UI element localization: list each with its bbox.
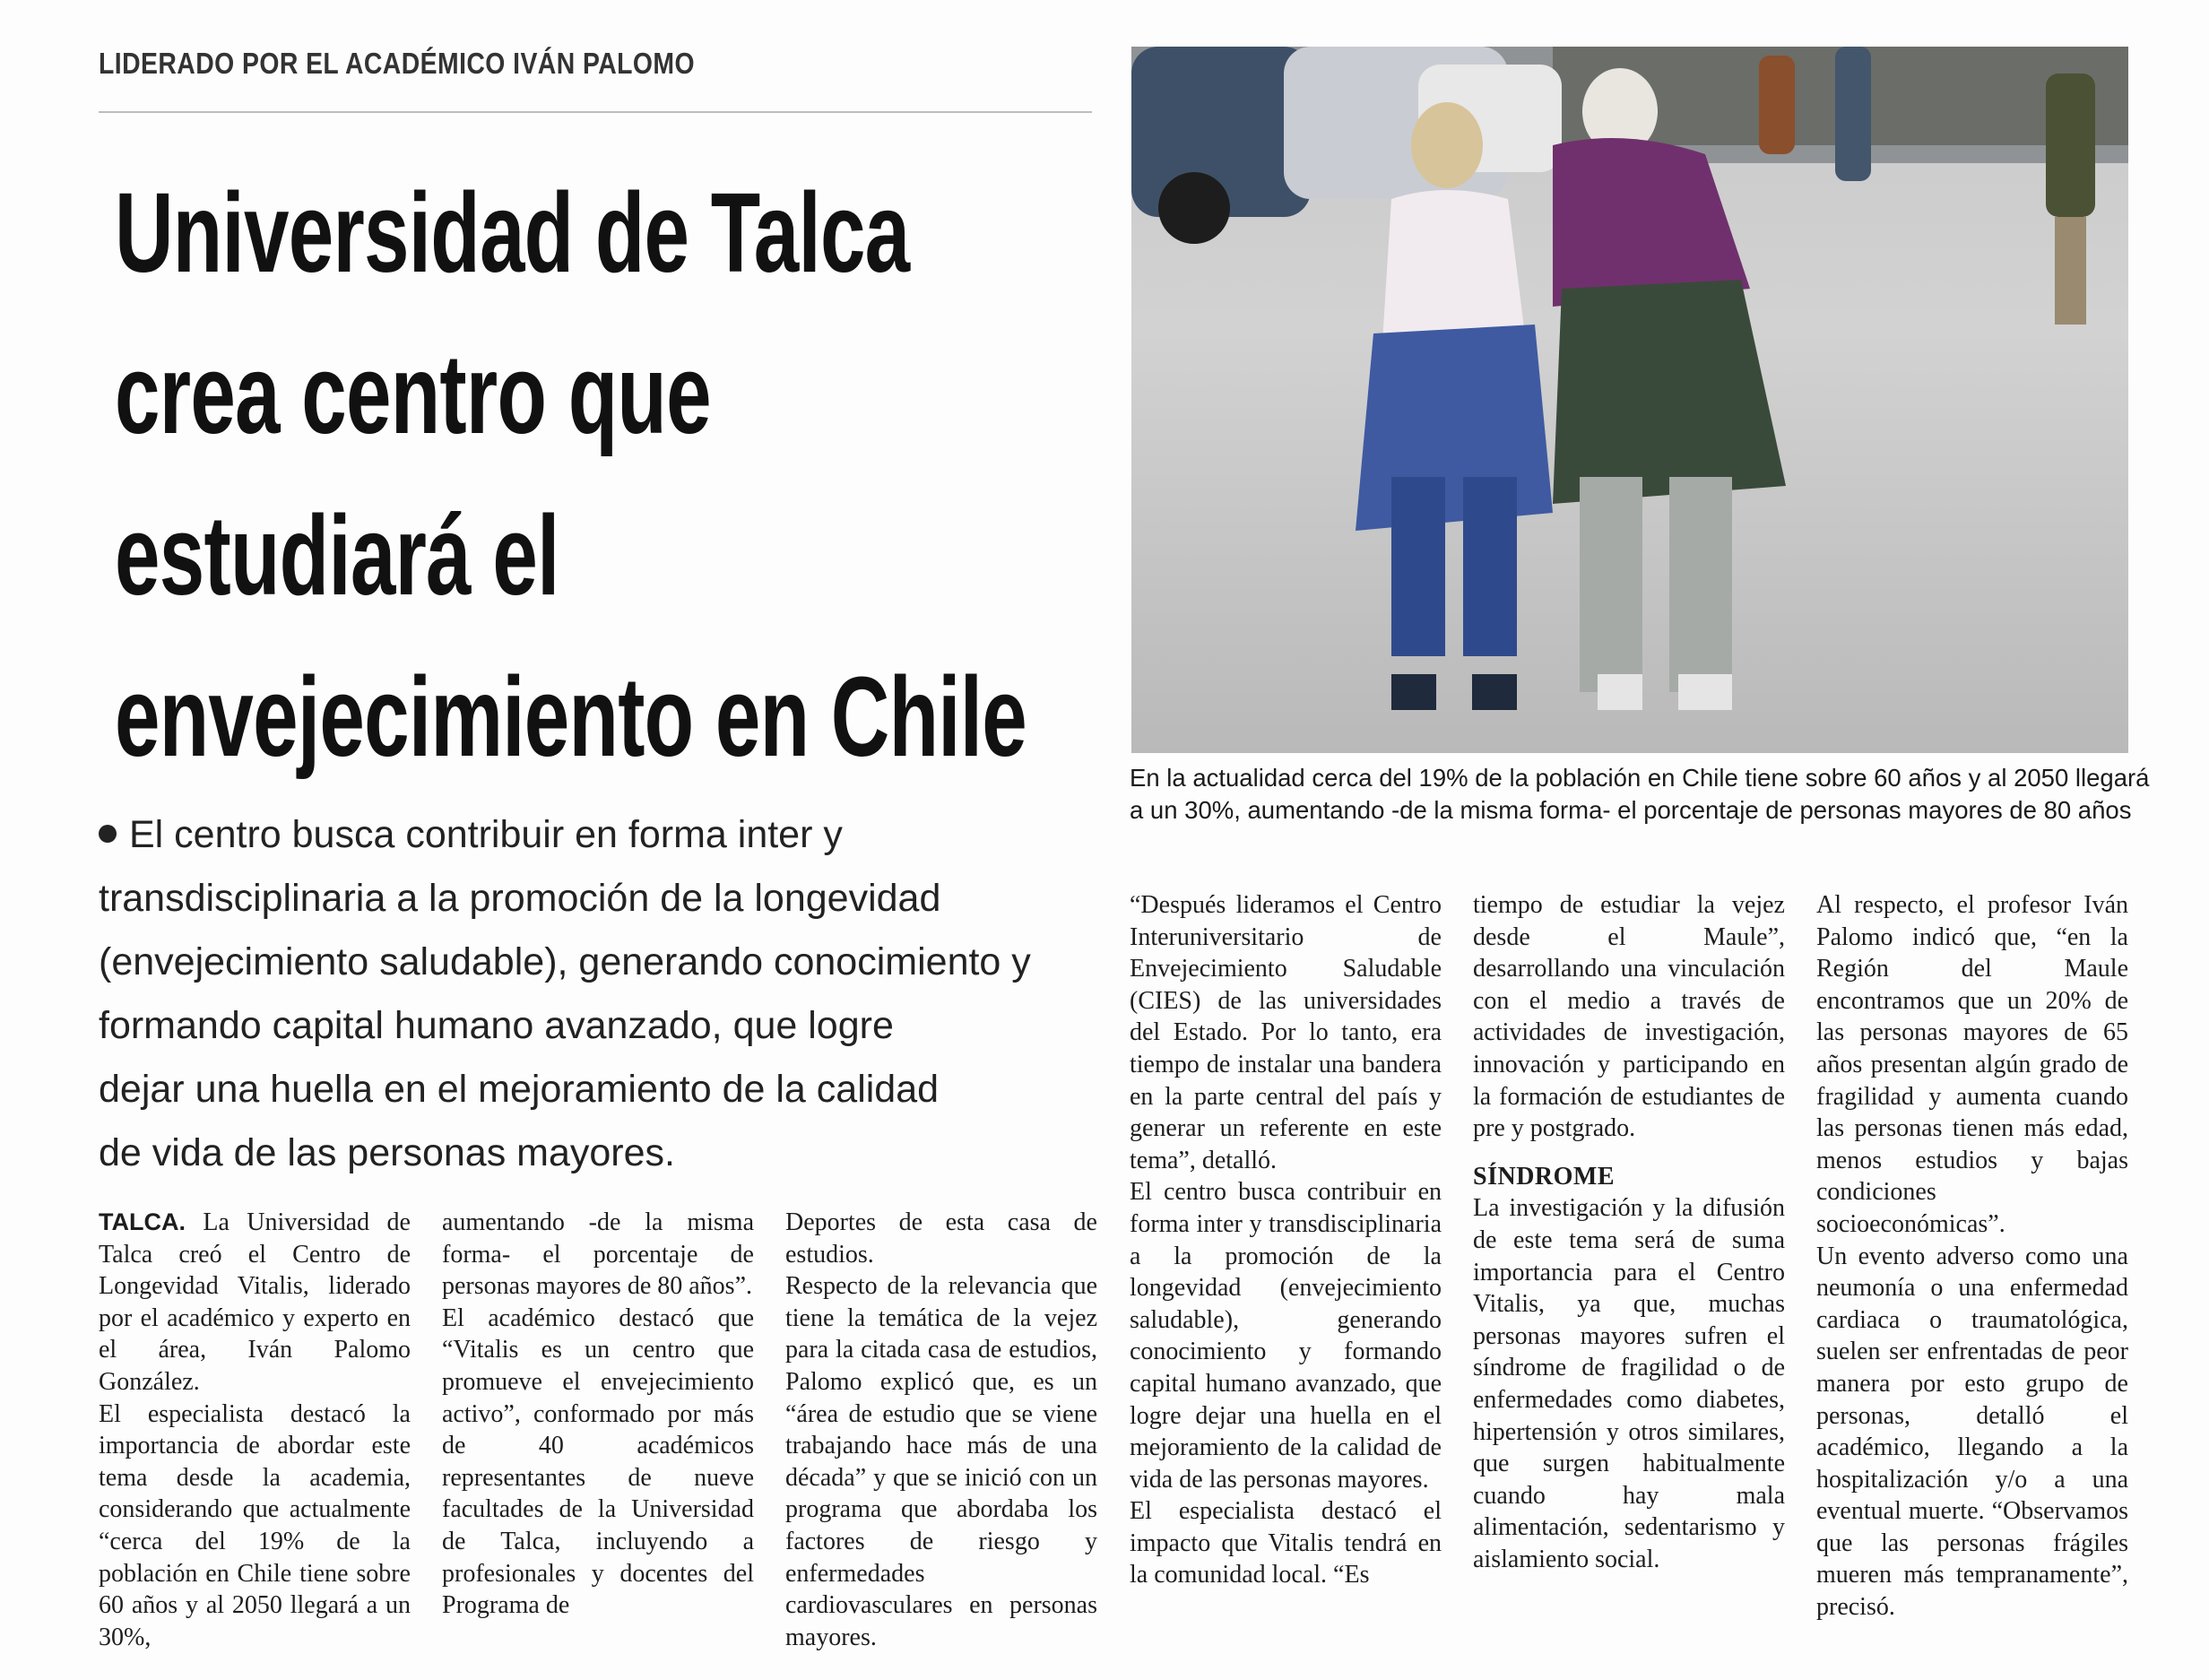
photo-caption: [1130, 762, 2152, 827]
paragraph: Un evento adverso como una neumonía o una enfermedad cardiaca o traumatológica, suelen ser enfrentadas de peor manera por esto grupo de personas, detalló el académico, llegando a la hospitalización y/o a una eventual muerte. “Observamos que las personas frágiles mueren más tempranamente”, precisó.: [1816, 1242, 2128, 1622]
article-column-2: [442, 1207, 754, 1622]
headline-line: Universidad de Talca: [115, 169, 910, 296]
article-column-3: [785, 1207, 1097, 1653]
paragraph: Respecto de la relevancia que tiene la temática de la vejez para la citada casa de estudios, Palomo explicó que, es un “área de estudio que se viene trabajando hace más de una década” y que se inició con un programa que abordaba los factores de riesgo y enfermedades cardiovasculares en personas mayores.: [785, 1272, 1097, 1651]
lead-line: (envejecimiento saludable), generando conocimiento y: [99, 940, 1031, 983]
dateline: TALCA.: [99, 1208, 186, 1235]
news-photo: [1131, 47, 2128, 753]
paragraph: aumentando -de la misma forma- el porcentaje de personas mayores de 80 años”.: [442, 1208, 754, 1301]
lead-line: El centro busca contribuir en forma inter y: [129, 813, 843, 856]
paragraph: Deportes de esta casa de estudios.: [785, 1208, 1097, 1269]
article-column-5: [1473, 889, 1785, 1575]
bullet-icon: [99, 825, 117, 843]
paragraph: La Universidad de Talca creó el Centro de Longevidad Vitalis, liderado por el académico y experto en el área, Iván Palomo González.: [99, 1208, 411, 1396]
section-subhead: SÍNDROME: [1473, 1162, 1616, 1191]
kicker: LIDERADO POR EL ACADÉMICO IVÁN PALOMO: [99, 47, 695, 80]
paragraph: El especialista destacó el impacto que Vitalis tendrá en la comunidad local. “Es: [1130, 1497, 1442, 1589]
paragraph: La investigación y la difusión de este tema será de suma importancia para el Centro Vitalis, ya que, muchas personas mayores sufren el síndrome de fragilidad o de enfermedades como diabetes, hipertensión y otros similares, que surgen habitualmente cuando hay mala alimentación, sedentarismo y aislamiento social.: [1473, 1194, 1785, 1573]
headline: [115, 152, 1083, 798]
headline-line: crea centro que: [115, 331, 711, 457]
article-column-4: [1130, 889, 1442, 1591]
caption-line: En la actualidad cerca del 19% de la población en Chile tiene sobre 60 años y al 2050 llegará: [1130, 764, 2150, 792]
lead-line: transdisciplinaria a la promoción de la longevidad: [99, 877, 941, 920]
paragraph: “Después lideramos el Centro Interuniversitario de Envejecimiento Saludable (CIES) de las universidades del Estado. Por lo tanto, era tiempo de instalar una bandera en la parte central del país y generar un referente en este tema”, detalló.: [1130, 891, 1442, 1174]
lead-line: de vida de las personas mayores.: [99, 1131, 675, 1174]
paragraph: tiempo de estudiar la vejez desde el Maule”, desarrollando una vinculación con el medio a través de actividades de investigación, innovación y participando en la formación de estudiantes de pre y postgrado.: [1473, 891, 1785, 1143]
article-column-6: [1816, 889, 2128, 1624]
headline-line: estudiará el: [115, 492, 559, 619]
headline-line: envejecimiento en Chile: [115, 654, 1027, 780]
paragraph: El académico destacó que “Vitalis es un centro que promueve el envejecimiento activo”, conformado por más de 40 académicos representantes de nueve facultades de la Universidad de Talca, incluyendo a profesionales y docentes del Programa de: [442, 1303, 754, 1620]
kicker-divider: [99, 111, 1092, 113]
lead-line: formando capital humano avanzado, que logre: [99, 1004, 894, 1047]
lead-line: dejar una huella en el mejoramiento de la calidad: [99, 1068, 940, 1111]
paragraph: El centro busca contribuir en forma inter y transdisciplinaria a la promoción de la longevidad (envejecimiento saludable), generando conocimiento y formando capital humano avanzado, que logre dejar una huella en el mejoramiento de la calidad de vida de las personas mayores.: [1130, 1178, 1442, 1494]
article-column-1: [99, 1207, 411, 1653]
caption-line: a un 30%, aumentando -de la misma forma- el porcentaje de personas mayores de 80 años: [1130, 796, 2132, 824]
paragraph: El especialista destacó la importancia de abordar este tema desde la academia, considerando que actualmente “cerca del 19% de la población en Chile tiene sobre 60 años y al 2050 llegará a un 30%,: [99, 1399, 411, 1651]
paragraph: Al respecto, el profesor Iván Palomo indicó que, “en la Región del Maule encontramos que un 20% de las personas mayores de 65 años presentan algún grado de fragilidad y aumenta cuando las personas tienen más edad, menos estudios y bajas condiciones socioeconómicas”.: [1816, 891, 2128, 1238]
lead-summary: [99, 803, 1103, 1185]
